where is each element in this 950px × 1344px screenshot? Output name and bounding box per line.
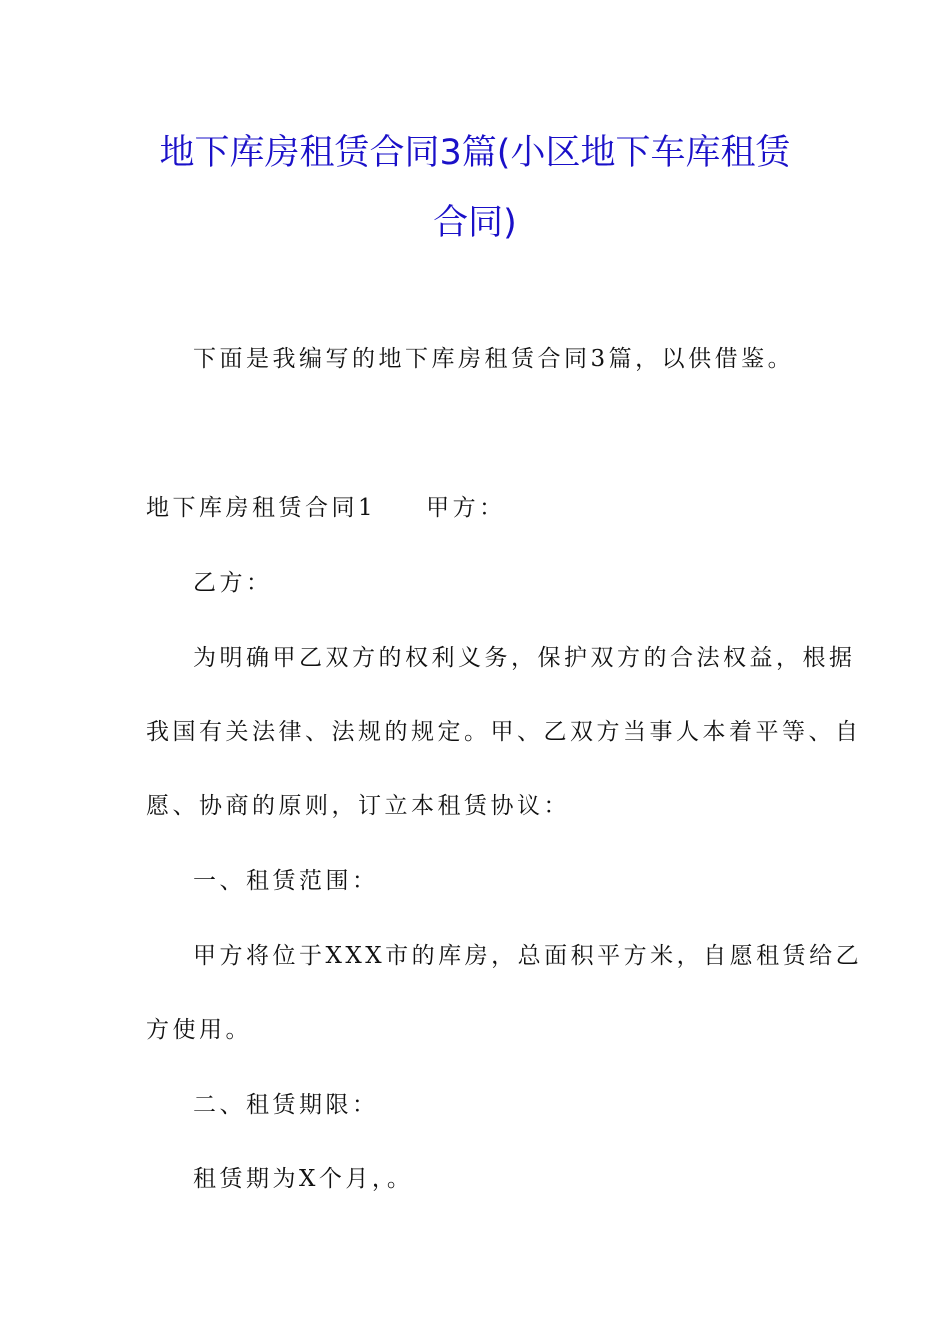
- intro-paragraph: 下面是我编写的地下库房租赁合同3篇，以供借鉴。: [193, 346, 795, 372]
- party-a-label: 甲方：: [426, 495, 506, 521]
- preamble-line-2: 我国有关法律、法规的规定。甲、乙双方当事人本着平等、自: [146, 719, 862, 745]
- document-title-line-2: 合同): [433, 203, 517, 243]
- contract-1-heading-row: [146, 497, 506, 520]
- section-1-line-2: 方使用。: [146, 1017, 252, 1043]
- section-1-heading: 一、租赁范围：: [193, 868, 379, 894]
- section-1-line-1: 甲方将位于XXX市的库房，总面积平方米，自愿租赁给乙: [193, 943, 863, 969]
- document-title-line-1: 地下库房租赁合同3篇(小区地下车库租赁: [159, 133, 791, 173]
- section-2-line-1: 租赁期为X个月，。: [193, 1166, 414, 1192]
- preamble-line-1: 为明确甲乙双方的权利义务，保护双方的合法权益，根据: [193, 645, 856, 671]
- party-b-label: 乙方：: [193, 570, 273, 596]
- contract-1-heading: 地下库房租赁合同1: [146, 495, 377, 521]
- preamble-line-3: 愿、协商的原则，订立本租赁协议：: [146, 793, 570, 819]
- section-2-heading: 二、租赁期限：: [193, 1092, 379, 1118]
